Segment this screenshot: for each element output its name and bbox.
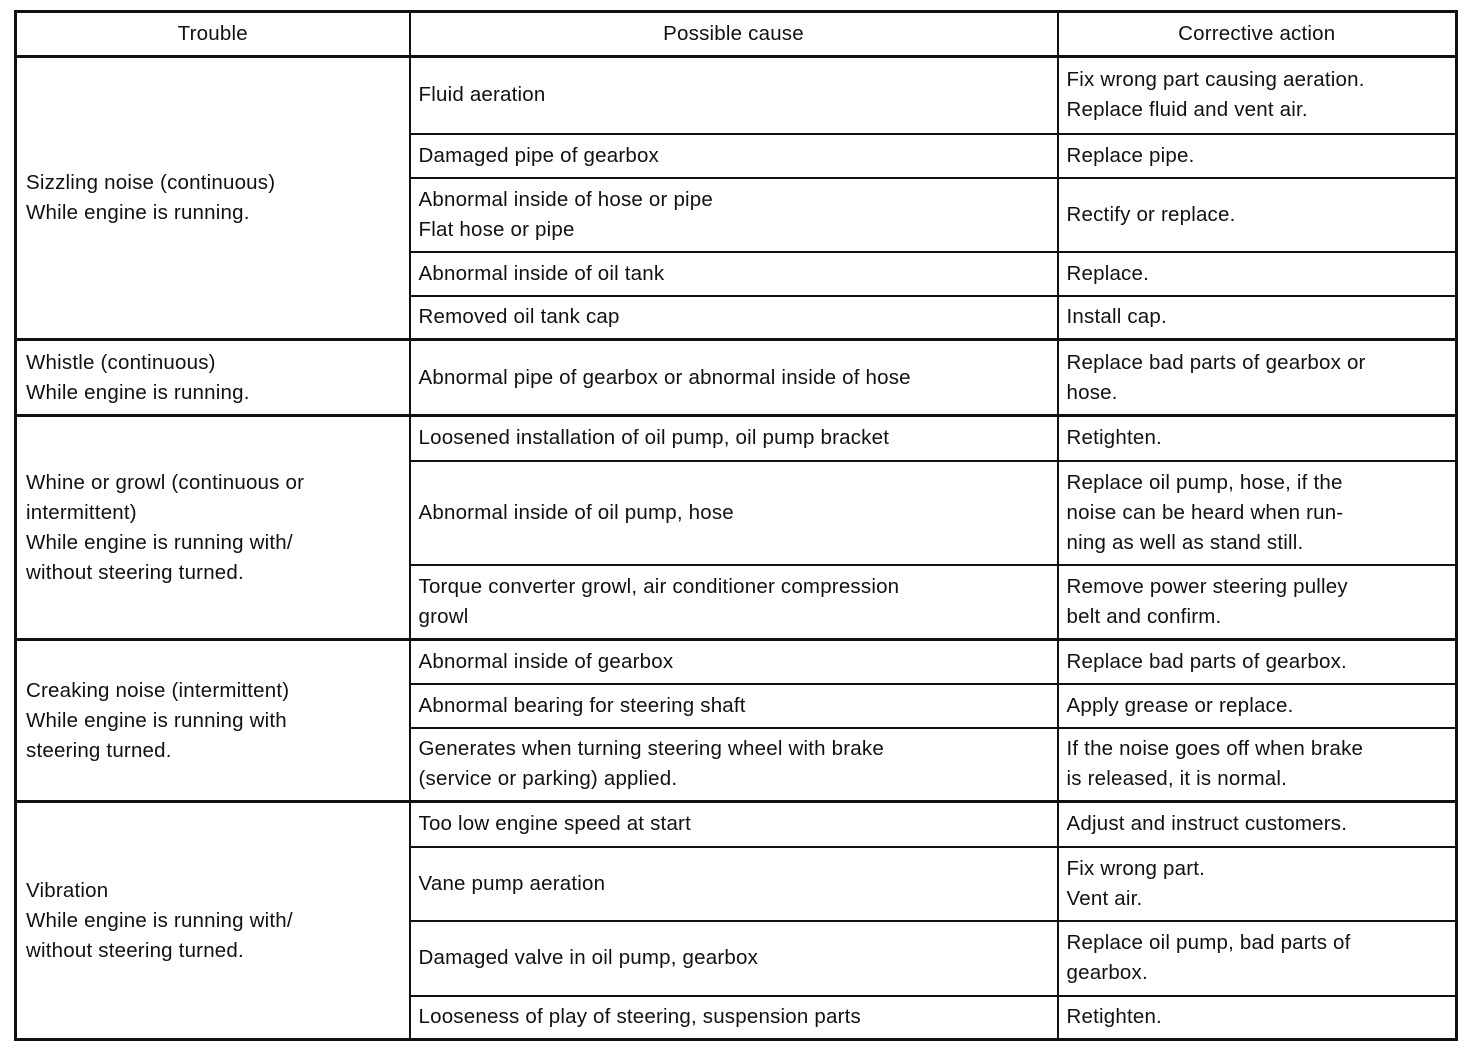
cause-line: Flat hose or pipe (418, 217, 575, 241)
action-cell (1058, 57, 1457, 134)
action-line: Replace. (1066, 261, 1150, 285)
cause-line: Abnormal pipe of gearbox or abnormal inside of hose (418, 365, 911, 389)
action-line: Replace bad parts of gearbox or (1066, 350, 1366, 374)
trouble-line: Creaking noise (intermittent) (26, 678, 290, 702)
action-line: belt and confirm. (1066, 604, 1222, 628)
table-row (16, 57, 1457, 134)
action-line: Rectify or replace. (1066, 202, 1236, 226)
cause-cell (410, 178, 1058, 252)
cause-cell (410, 296, 1058, 340)
trouble-line: Sizzling noise (continuous) (26, 171, 276, 194)
cause-line: (service or parking) applied. (418, 767, 678, 791)
table-row (16, 640, 1457, 684)
cause-cell (410, 565, 1058, 640)
trouble-line: intermittent) (26, 500, 137, 524)
cause-cell (410, 996, 1058, 1040)
action-line: Retighten. (1066, 1005, 1162, 1029)
action-line: Replace fluid and vent air. (1066, 98, 1308, 122)
action-line: Retighten. (1066, 426, 1162, 450)
header-cause: Possible cause (410, 12, 1058, 57)
action-line: Adjust and instruct customers. (1066, 812, 1348, 836)
action-cell (1058, 684, 1457, 728)
trouble-cell (16, 640, 410, 802)
table-row (16, 416, 1457, 461)
cause-line: Torque converter growl, air conditioner compression (418, 574, 900, 598)
cause-line: Damaged pipe of gearbox (418, 143, 660, 167)
trouble-cell (16, 802, 410, 1040)
action-cell (1058, 296, 1457, 340)
header-row (16, 12, 1457, 57)
action-line: Replace pipe. (1066, 143, 1195, 167)
cause-line: Abnormal inside of hose or pipe (418, 187, 714, 211)
action-line: Apply grease or replace. (1066, 693, 1294, 717)
action-cell (1058, 178, 1457, 252)
cause-line: Loosened installation of oil pump, oil pump bracket (418, 426, 890, 450)
cause-line: Too low engine speed at start (418, 812, 691, 836)
action-cell (1058, 996, 1457, 1040)
header-trouble: Trouble (16, 12, 410, 57)
trouble-line: While engine is running with/ (26, 908, 293, 932)
action-line: noise can be heard when run- (1066, 500, 1344, 524)
cause-line: Abnormal inside of oil tank (418, 261, 665, 285)
action-cell (1058, 340, 1457, 416)
cause-cell (410, 802, 1058, 847)
action-line: Fix wrong part. (1066, 856, 1206, 880)
action-cell (1058, 847, 1457, 921)
action-cell (1058, 416, 1457, 461)
cause-line: Removed oil tank cap (418, 305, 620, 329)
cause-line: growl (418, 604, 469, 628)
trouble-line: Whine or growl (continuous or (26, 470, 305, 494)
action-line: Install cap. (1066, 305, 1167, 329)
cause-cell (410, 57, 1058, 134)
cause-cell (410, 340, 1058, 416)
table-row (16, 340, 1457, 416)
cause-cell (410, 684, 1058, 728)
action-cell (1058, 134, 1457, 178)
trouble-line: without steering turned. (26, 560, 244, 584)
cause-cell (410, 640, 1058, 684)
cause-line: Abnormal bearing for steering shaft (418, 693, 746, 717)
cause-cell (410, 134, 1058, 178)
action-cell (1058, 802, 1457, 847)
cause-cell (410, 921, 1058, 996)
action-cell (1058, 921, 1457, 996)
troubleshooting-table (14, 10, 1458, 1041)
cause-line: Vane pump aeration (418, 871, 606, 895)
table-row (16, 802, 1457, 847)
action-cell (1058, 565, 1457, 640)
cause-line: Damaged valve in oil pump, gearbox (418, 946, 759, 969)
trouble-cell (16, 416, 410, 640)
cause-line: Looseness of play of steering, suspension parts (418, 1005, 861, 1029)
table-body (16, 57, 1457, 1040)
cause-cell (410, 252, 1058, 296)
action-cell (1058, 640, 1457, 684)
action-cell (1058, 252, 1457, 296)
cause-line: Generates when turning steering wheel with brake (418, 737, 884, 761)
action-line: gearbox. (1066, 961, 1148, 984)
trouble-cell (16, 340, 410, 416)
cause-cell (410, 728, 1058, 802)
trouble-line: Vibration (26, 878, 109, 902)
trouble-line: While engine is running. (26, 380, 250, 404)
action-line: If the noise goes off when brake (1066, 737, 1364, 761)
trouble-line: without steering turned. (26, 938, 244, 962)
cause-cell (410, 847, 1058, 921)
action-line: hose. (1066, 380, 1118, 404)
header-action: Corrective action (1058, 12, 1457, 57)
action-line: Replace oil pump, hose, if the (1066, 470, 1343, 494)
action-cell (1058, 728, 1457, 802)
action-line: ning as well as stand still. (1066, 530, 1304, 554)
trouble-line: While engine is running. (26, 201, 250, 224)
trouble-line: Whistle (continuous) (26, 350, 216, 374)
trouble-line: While engine is running with/ (26, 530, 293, 554)
action-line: is released, it is normal. (1066, 767, 1288, 791)
cause-cell (410, 416, 1058, 461)
action-line: Fix wrong part causing aeration. (1066, 68, 1365, 92)
cause-line: Abnormal inside of gearbox (418, 649, 674, 673)
action-line: Remove power steering pulley (1066, 574, 1348, 598)
cause-cell (410, 461, 1058, 565)
action-line: Vent air. (1066, 886, 1143, 910)
action-line: Replace oil pump, bad parts of (1066, 931, 1351, 954)
trouble-line: steering turned. (26, 738, 172, 762)
cause-line: Fluid aeration (418, 83, 546, 107)
cause-line: Abnormal inside of oil pump, hose (418, 500, 734, 524)
action-cell (1058, 461, 1457, 565)
action-line: Replace bad parts of gearbox. (1066, 649, 1347, 673)
trouble-line: While engine is running with (26, 708, 287, 732)
trouble-cell (16, 57, 410, 340)
